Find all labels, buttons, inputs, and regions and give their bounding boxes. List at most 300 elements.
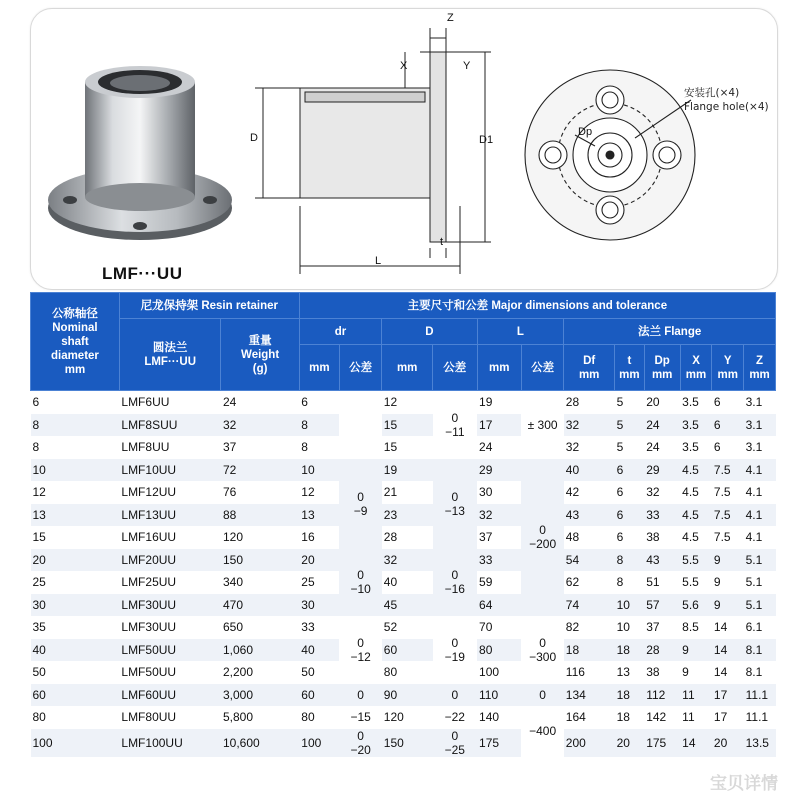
cell-D: 23 [382, 504, 433, 527]
cell-model: LMF25UU [121, 575, 177, 590]
cell-L: 17 [477, 414, 521, 437]
cell-nominal: 35 [32, 620, 46, 635]
cell-model: LMF16UU [121, 530, 177, 545]
cell-X: 9 [682, 665, 689, 680]
cell-model: LMF60UU [119, 684, 221, 707]
cell-D-tol-value-2: −16 [444, 582, 465, 597]
product-figure [0, 0, 800, 292]
cell-dr-tol-value-2: −20 [350, 742, 371, 757]
cell-Df: 18 [564, 639, 615, 662]
header-X-label: X [692, 354, 700, 367]
cell-dr-tol-value-2: −12 [350, 649, 371, 664]
cell-L: 110 [477, 684, 521, 707]
cell-dr-tol [339, 459, 381, 549]
header-Dp-label: Dp [654, 354, 670, 367]
cell-Y: 9 [712, 594, 744, 617]
cell-dr-tol [339, 549, 381, 617]
cell-dr-tol-value-1: 0 [357, 687, 364, 702]
header-nominal-cn: 公称轴径 [51, 307, 98, 320]
cell-dr: 80 [301, 710, 315, 725]
header-D-tol: 公差 [433, 345, 477, 391]
dim-t: t [440, 236, 444, 248]
cell-nominal: 15 [32, 530, 46, 545]
cell-X: 4.5 [682, 530, 699, 545]
header-weight-en: Weight [241, 348, 280, 361]
watermark: 宝贝详情 [710, 774, 778, 793]
product-photo [40, 40, 240, 250]
cell-weight: 32 [221, 414, 299, 437]
cell-D: 45 [382, 594, 433, 617]
header-dr-mm: mm [299, 345, 339, 391]
flange-hole-label-cn: 安装孔(×4) [684, 87, 740, 99]
cell-t: 18 [615, 684, 645, 707]
cell-model: LMF100UU [119, 729, 221, 757]
cell-Dp: 20 [646, 395, 660, 410]
cell-weight: 72 [221, 459, 299, 482]
cell-D: 60 [382, 639, 433, 662]
cell-weight: 37 [222, 440, 237, 455]
cell-Z: 8.1 [744, 639, 776, 662]
cell-Df: 62 [565, 575, 580, 590]
cell-t: 18 [615, 639, 645, 662]
cell-Df: 28 [565, 395, 580, 410]
cell-D: 40 [383, 575, 398, 590]
table-row [31, 504, 776, 527]
cell-dr: 12 [301, 485, 315, 500]
cell-D: 120 [383, 710, 404, 725]
cell-X: 4.5 [682, 485, 699, 500]
cell-X: 8.5 [682, 620, 699, 635]
cell-Df: 116 [565, 665, 585, 680]
cell-X: 11 [680, 684, 712, 707]
cell-dr-tol-value-1: −15 [350, 710, 371, 725]
cell-Df: 164 [565, 710, 586, 725]
cell-Df: 74 [564, 594, 615, 617]
cell-D-tol [433, 549, 477, 617]
cell-t: 5 [616, 440, 624, 455]
cell-L-tol [521, 459, 563, 617]
header-Y-mm: mm [717, 368, 738, 381]
cell-Z: 5.1 [744, 549, 776, 572]
table-row [31, 526, 776, 549]
cell-t: 10 [615, 594, 645, 617]
cell-model: LMF20UU [119, 549, 221, 572]
cell-L: 140 [479, 710, 500, 725]
cell-dr: 25 [301, 575, 315, 590]
cell-X: 4.5 [680, 504, 712, 527]
header-t [615, 345, 645, 391]
header-nominal-unit: mm [64, 363, 86, 376]
dim-d: D [250, 132, 258, 144]
table-row [31, 639, 776, 662]
cell-Dp: 24 [646, 440, 660, 455]
cell-dr: 10 [299, 459, 339, 482]
header-Z [744, 345, 776, 391]
cell-t: 20 [615, 729, 645, 757]
side-view-drawing [245, 8, 515, 283]
cell-weight: 24 [222, 395, 237, 410]
table-row [31, 661, 776, 684]
cell-dr-tol-value-1: 0 [357, 635, 364, 650]
header-model-en: LMF···UU [144, 355, 197, 368]
cell-Y: 7.5 [712, 504, 744, 527]
cell-dr: 100 [299, 729, 339, 757]
cell-model: LMF6UU [121, 395, 170, 410]
header-weight-cn: 重量 [248, 334, 272, 347]
cell-X: 9 [680, 639, 712, 662]
cell-Y: 14 [713, 620, 728, 635]
cell-X: 5.5 [680, 549, 712, 572]
table-row [31, 391, 776, 414]
cell-D: 15 [383, 440, 398, 455]
cell-Y: 9 [712, 549, 744, 572]
cell-dr-tol [339, 729, 381, 757]
cell-dr-tol-value-2: −10 [350, 582, 371, 597]
cell-D: 80 [383, 665, 398, 680]
header-t-mm: mm [619, 368, 640, 381]
cell-L-tol-value-1: 0 [539, 635, 546, 650]
cell-dr-tol-value-2: −9 [353, 503, 368, 518]
cell-L: 29 [477, 459, 521, 482]
cell-weight: 470 [221, 594, 299, 617]
dim-d1: D1 [479, 134, 494, 146]
cell-nominal: 20 [31, 549, 120, 572]
cell-nominal: 100 [31, 729, 120, 757]
cell-Z: 5.1 [745, 575, 763, 590]
cell-Df: 134 [564, 684, 615, 707]
cell-D: 150 [382, 729, 433, 757]
cell-D: 32 [382, 549, 433, 572]
cell-Dp: 29 [644, 459, 680, 482]
cell-t: 13 [616, 665, 630, 680]
cell-dr-tol [339, 684, 381, 707]
cell-model: LMF50UU [119, 639, 221, 662]
cell-Dp: 28 [644, 639, 680, 662]
cell-Y: 6 [712, 414, 744, 437]
cell-t: 10 [616, 620, 630, 635]
cell-Z: 8.1 [745, 665, 763, 680]
cell-dr-tol-value-1: 0 [357, 568, 364, 583]
cell-D: 52 [383, 620, 398, 635]
header-L-mm: mm [477, 345, 521, 391]
cell-L-tol-value-1: 0 [539, 523, 546, 538]
cell-D-tol-value-1: 0 [451, 728, 459, 743]
cell-L: 33 [477, 549, 521, 572]
cell-X: 11 [682, 710, 695, 725]
header-Df-mm: mm [578, 368, 600, 381]
cell-Z: 11.1 [745, 710, 769, 725]
cell-Y: 20 [712, 729, 744, 757]
cell-Z: 4.1 [744, 504, 776, 527]
header-t-label: t [627, 354, 632, 367]
cell-dr: 8 [299, 414, 339, 437]
cell-weight: 2,200 [222, 665, 253, 680]
cell-weight: 650 [222, 620, 243, 635]
header-Z-mm: mm [749, 368, 770, 381]
cell-Y: 7.5 [713, 530, 731, 545]
cell-D: 90 [382, 684, 433, 707]
cell-model: LMF80UU [121, 710, 177, 725]
table-row [31, 436, 776, 459]
header-Df-label: Df [583, 354, 596, 367]
header-Y-label: Y [723, 354, 732, 367]
flange-hole-label-en: Flange hole(×4) [684, 101, 769, 113]
cell-weight: 340 [222, 575, 243, 590]
cell-model: LMF50UU [121, 665, 177, 680]
cell-L-tol-value-2: −200 [529, 537, 557, 552]
cell-t: 6 [615, 504, 645, 527]
header-L-tol: 公差 [521, 345, 563, 391]
cell-Df: 48 [565, 530, 580, 545]
cell-model: LMF12UU [121, 485, 177, 500]
cell-Dp: 38 [646, 530, 660, 545]
header-weight [221, 319, 299, 391]
cell-t: 5 [615, 414, 645, 437]
front-view-drawing [515, 40, 705, 250]
spec-table-body [31, 391, 776, 757]
cell-t: 6 [615, 459, 645, 482]
cell-nominal: 60 [31, 684, 120, 707]
cell-Df: 42 [565, 485, 580, 500]
cell-Z: 4.1 [745, 530, 763, 545]
cell-Df: 43 [564, 504, 615, 527]
spec-table [30, 292, 776, 757]
cell-Dp: 43 [644, 549, 680, 572]
header-Df [564, 345, 615, 391]
table-row [31, 414, 776, 437]
cell-Dp: 32 [646, 485, 660, 500]
cell-D: 12 [383, 395, 398, 410]
cell-dr: 60 [299, 684, 339, 707]
cell-weight: 10,600 [221, 729, 299, 757]
cell-nominal: 10 [31, 459, 120, 482]
cell-dr: 33 [301, 620, 315, 635]
header-X-mm: mm [685, 368, 707, 381]
cell-D-tol [433, 729, 477, 757]
cell-X: 3.5 [682, 395, 699, 410]
cell-model: LMF13UU [119, 504, 221, 527]
dim-dp: Dp [578, 126, 593, 138]
cell-Y: 14 [712, 639, 744, 662]
cell-X: 4.5 [680, 459, 712, 482]
table-row [31, 706, 776, 729]
cell-weight: 88 [221, 504, 299, 527]
cell-D-tol-value-1: −22 [444, 710, 465, 725]
header-flange: 法兰 Flange [564, 319, 776, 345]
header-Y [712, 345, 744, 391]
cell-nominal: 40 [31, 639, 120, 662]
cell-t: 6 [616, 530, 624, 545]
cell-dr: 20 [299, 549, 339, 572]
cell-D: 21 [383, 485, 398, 500]
cell-Y: 6 [713, 395, 721, 410]
cell-L-tol-value-1: ± 300 [527, 417, 558, 432]
cell-model: LMF8SUU [119, 414, 221, 437]
cell-weight: 76 [222, 485, 237, 500]
cell-Z: 3.1 [745, 440, 763, 455]
cell-dr: 50 [301, 665, 315, 680]
header-dr: dr [299, 319, 382, 345]
model-title: LMF···UU [102, 264, 183, 283]
cell-dr: 8 [301, 440, 308, 455]
cell-Dp: 175 [644, 729, 680, 757]
cell-dr-tol [339, 616, 381, 684]
cell-Z: 13.5 [744, 729, 776, 757]
cell-Df: 54 [564, 549, 615, 572]
cell-model: LMF30UU [119, 594, 221, 617]
cell-dr: 16 [301, 530, 315, 545]
header-model-cn: 圆法兰 [152, 341, 188, 354]
cell-weight: 5,800 [222, 710, 253, 725]
cell-dr: 13 [299, 504, 339, 527]
header-dr-tol: 公差 [339, 345, 381, 391]
cell-L-tol [521, 391, 563, 459]
cell-L: 59 [479, 575, 493, 590]
cell-D-tol-value-2: −19 [444, 649, 465, 664]
cell-Z: 5.1 [744, 594, 776, 617]
cell-t: 8 [616, 575, 624, 590]
cell-X: 5.5 [682, 575, 699, 590]
cell-dr-tol [339, 706, 381, 729]
cell-Dp: 57 [644, 594, 680, 617]
cell-t: 8 [615, 549, 645, 572]
cell-D: 19 [382, 459, 433, 482]
cell-D-tol [433, 684, 477, 707]
cell-X: 3.5 [680, 414, 712, 437]
cell-D-tol [433, 391, 477, 459]
table-row [31, 481, 776, 504]
cell-Dp: 33 [644, 504, 680, 527]
cell-dr: 40 [299, 639, 339, 662]
cell-Y: 7.5 [712, 459, 744, 482]
cell-nominal: 30 [31, 594, 120, 617]
header-nominal-en1: Nominal [52, 321, 98, 334]
cell-weight: 1,060 [221, 639, 299, 662]
cell-D-tol [433, 706, 477, 729]
cell-L: 70 [479, 620, 493, 635]
cell-L-tol [521, 706, 563, 757]
cell-Y: 6 [713, 440, 721, 455]
cell-nominal: 50 [32, 665, 46, 680]
header-nominal [31, 293, 120, 391]
cell-Y: 17 [712, 684, 744, 707]
cell-L: 80 [477, 639, 521, 662]
cell-Dp: 51 [646, 575, 660, 590]
table-row [31, 459, 776, 482]
cell-L-tol-value-1: 0 [539, 687, 546, 702]
cell-L-tol [521, 616, 563, 684]
cell-Z: 3.1 [744, 414, 776, 437]
cell-Y: 9 [713, 575, 721, 590]
cell-weight: 150 [221, 549, 299, 572]
cell-Df: 200 [564, 729, 615, 757]
cell-Z: 11.1 [744, 684, 776, 707]
cell-Df: 32 [565, 440, 580, 455]
cell-weight: 120 [222, 530, 243, 545]
cell-nominal: 6 [32, 395, 40, 410]
cell-t: 5 [616, 395, 624, 410]
cell-X: 3.5 [682, 440, 699, 455]
header-Z-label: Z [756, 354, 764, 367]
cell-Dp: 38 [646, 665, 660, 680]
cell-model: LMF8UU [121, 440, 170, 455]
cell-D-tol-value-2: −11 [445, 424, 465, 439]
header-Dp [644, 345, 680, 391]
cell-weight: 3,000 [221, 684, 299, 707]
table-row [31, 571, 776, 594]
cell-Y: 7.5 [713, 485, 731, 500]
header-D-mm: mm [382, 345, 433, 391]
table-row [31, 594, 776, 617]
cell-Z: 3.1 [745, 395, 763, 410]
cell-nominal: 25 [32, 575, 46, 590]
cell-D: 15 [382, 414, 433, 437]
dim-x: X [400, 60, 408, 72]
header-L: L [477, 319, 564, 345]
cell-Dp: 37 [646, 620, 660, 635]
cell-Z: 6.1 [745, 620, 763, 635]
cell-D-tol-value-1: 0 [451, 410, 459, 425]
header-weight-unit: (g) [252, 362, 268, 375]
cell-nominal: 8 [31, 414, 120, 437]
cell-dr-tol-value-1: 0 [357, 489, 364, 504]
cell-D-tol-value-1: 0 [451, 568, 459, 583]
cell-Df: 82 [565, 620, 580, 635]
cell-L: 30 [479, 485, 493, 500]
cell-D-tol [433, 616, 477, 684]
cell-D-tol [433, 459, 477, 549]
cell-dr: 6 [301, 395, 308, 410]
cell-L: 19 [479, 395, 493, 410]
header-model [119, 319, 221, 391]
cell-L-tol-value-2: −300 [529, 649, 557, 664]
cell-model: LMF10UU [119, 459, 221, 482]
cell-Y: 14 [713, 665, 728, 680]
header-retainer: 尼龙保持架 Resin retainer [119, 293, 299, 319]
cell-L: 32 [477, 504, 521, 527]
cell-dr-tol-value-1: 0 [357, 728, 364, 743]
cell-Df: 40 [564, 459, 615, 482]
cell-t: 18 [616, 710, 630, 725]
dim-y: Y [463, 60, 471, 72]
cell-nominal: 80 [32, 710, 46, 725]
cell-L: 100 [479, 665, 500, 680]
cell-D-tol-value-1: 0 [451, 635, 459, 650]
cell-L-tol-value-1: −400 [529, 724, 557, 739]
cell-L: 24 [479, 440, 493, 455]
header-Dp-mm: mm [651, 368, 673, 381]
cell-L: 64 [477, 594, 521, 617]
dim-z: Z [447, 12, 454, 24]
cell-D-tol-value-1: 0 [451, 687, 459, 702]
cell-Z: 4.1 [745, 485, 763, 500]
header-X [680, 345, 712, 391]
cell-nominal: 8 [32, 440, 40, 455]
table-row [31, 729, 776, 757]
cell-X: 5.6 [680, 594, 712, 617]
cell-Dp: 142 [646, 710, 667, 725]
header-nominal-en2: shaft [61, 335, 89, 348]
cell-Dp: 24 [644, 414, 680, 437]
cell-nominal: 12 [32, 485, 46, 500]
cell-dr-tol [339, 391, 381, 459]
cell-nominal: 13 [31, 504, 120, 527]
cell-D: 28 [383, 530, 398, 545]
cell-model: LMF30UU [121, 620, 177, 635]
cell-D-tol-value-2: −13 [444, 503, 465, 518]
dim-l: L [375, 255, 382, 267]
cell-dr: 30 [299, 594, 339, 617]
